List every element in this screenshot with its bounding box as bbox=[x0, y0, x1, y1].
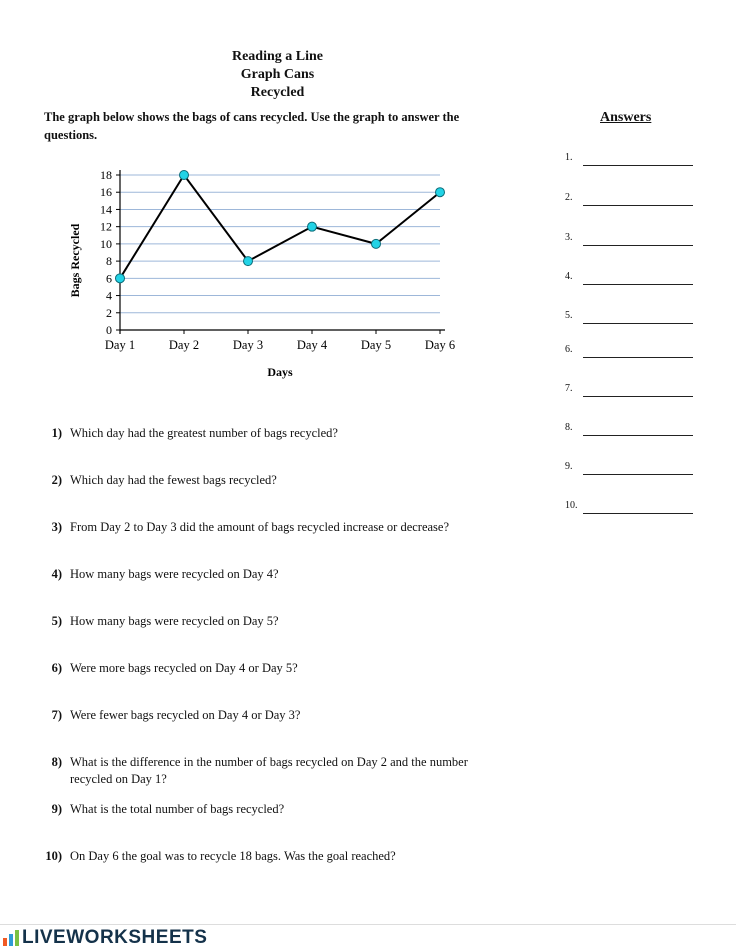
question-text: Which day had the fewest bags recycled? bbox=[70, 473, 277, 487]
y-tick-label: 8 bbox=[106, 254, 112, 269]
y-tick-label: 16 bbox=[100, 185, 112, 200]
answer-number: 7. bbox=[565, 383, 573, 394]
question-number: 6) bbox=[51, 661, 62, 675]
question-text: Which day had the greatest number of bags recycled? bbox=[70, 426, 338, 440]
liveworksheets-logo-icon bbox=[2, 929, 20, 947]
y-tick-label: 2 bbox=[106, 305, 112, 320]
answer-field-4[interactable] bbox=[565, 271, 700, 285]
answer-number: 3. bbox=[565, 232, 573, 243]
y-tick-label: 18 bbox=[100, 168, 112, 182]
chart-x-ticks bbox=[105, 330, 455, 352]
answer-number: 8. bbox=[565, 422, 573, 433]
x-tick-label: Day 2 bbox=[168, 338, 200, 352]
question-number: 7) bbox=[51, 708, 62, 722]
question-number: 9) bbox=[51, 802, 62, 816]
question-number: 3) bbox=[51, 520, 62, 534]
x-tick-label: Day 1 bbox=[104, 338, 136, 352]
chart-y-ticks bbox=[100, 168, 120, 337]
answer-field-9[interactable] bbox=[565, 461, 700, 475]
answer-blank[interactable] bbox=[583, 396, 693, 397]
x-tick-label: Day 6 bbox=[424, 338, 456, 352]
answers-heading: Answers bbox=[600, 110, 652, 125]
title-line-1: Reading a Line bbox=[231, 49, 323, 64]
question-number: 1) bbox=[51, 426, 62, 440]
answer-field-6[interactable] bbox=[565, 344, 700, 358]
question-text: How many bags were recycled on Day 5? bbox=[70, 614, 279, 628]
question-text: What is the total number of bags recycled? bbox=[70, 802, 285, 816]
answer-blank[interactable] bbox=[583, 165, 693, 166]
answer-number: 5. bbox=[565, 310, 573, 321]
answer-field-3[interactable] bbox=[565, 232, 700, 246]
question-number: 4) bbox=[51, 567, 62, 581]
data-point bbox=[116, 274, 125, 283]
x-tick-label: Day 4 bbox=[296, 338, 328, 352]
answer-number: 4. bbox=[565, 271, 573, 282]
question-number: 2) bbox=[51, 473, 62, 487]
question-text: Were fewer bags recycled on Day 4 or Day 3? bbox=[70, 708, 301, 722]
y-tick-label: 10 bbox=[100, 236, 112, 251]
x-tick-label: Day 5 bbox=[360, 338, 392, 352]
x-axis-label: Days bbox=[267, 365, 293, 379]
answer-number: 1. bbox=[565, 152, 573, 163]
line-chart bbox=[60, 160, 480, 390]
data-point bbox=[308, 222, 317, 231]
y-tick-label: 0 bbox=[106, 323, 112, 337]
answer-field-10[interactable] bbox=[565, 500, 700, 514]
answer-field-1[interactable] bbox=[565, 152, 700, 166]
question-text: Were more bags recycled on Day 4 or Day 5? bbox=[70, 661, 298, 675]
answer-number: 10. bbox=[565, 500, 578, 511]
question-text: What is the difference in the number of bags recycled on Day 2 and the number recycled on Day 1? bbox=[70, 755, 468, 786]
answer-field-5[interactable] bbox=[565, 310, 700, 324]
question-number: 10) bbox=[45, 849, 62, 863]
answer-number: 2. bbox=[565, 192, 573, 203]
y-axis-label: Bags Recycled bbox=[68, 223, 82, 298]
chart-axes bbox=[120, 170, 445, 334]
y-tick-label: 4 bbox=[106, 288, 112, 303]
answer-blank[interactable] bbox=[583, 435, 693, 436]
title-line-2: Graph Cans bbox=[240, 67, 315, 82]
title-line-3: Recycled bbox=[250, 85, 305, 100]
answer-field-7[interactable] bbox=[565, 383, 700, 397]
answer-blank[interactable] bbox=[583, 205, 693, 206]
answer-blank[interactable] bbox=[583, 323, 693, 324]
answer-field-2[interactable] bbox=[565, 192, 700, 206]
answer-field-8[interactable] bbox=[565, 422, 700, 436]
question-text: How many bags were recycled on Day 4? bbox=[70, 567, 279, 581]
answer-blank[interactable] bbox=[583, 513, 693, 514]
instructions-text: The graph below shows the bags of cans recycled. Use the graph to answer the questions. bbox=[44, 110, 460, 142]
data-point bbox=[436, 188, 445, 197]
y-tick-label: 12 bbox=[100, 219, 112, 234]
question-number: 5) bbox=[51, 614, 62, 628]
footer-logo-text[interactable]: LIVEWORKSHEETS bbox=[22, 927, 208, 948]
answer-number: 9. bbox=[565, 461, 573, 472]
y-tick-label: 6 bbox=[106, 271, 112, 286]
data-point bbox=[244, 257, 253, 266]
data-point bbox=[372, 239, 381, 248]
answer-blank[interactable] bbox=[583, 245, 693, 246]
data-point bbox=[180, 171, 189, 180]
question-number: 8) bbox=[51, 755, 62, 769]
x-tick-label: Day 3 bbox=[232, 338, 264, 352]
worksheet-title bbox=[180, 48, 375, 102]
answer-blank[interactable] bbox=[583, 474, 693, 475]
question-text: On Day 6 the goal was to recycle 18 bags. Was the goal reached? bbox=[70, 849, 396, 863]
answer-number: 6. bbox=[565, 344, 573, 355]
y-tick-label: 14 bbox=[100, 202, 112, 217]
footer-bar bbox=[0, 924, 736, 951]
answer-blank[interactable] bbox=[583, 284, 693, 285]
answer-blank[interactable] bbox=[583, 357, 693, 358]
question-text: From Day 2 to Day 3 did the amount of bags recycled increase or decrease? bbox=[70, 520, 450, 534]
